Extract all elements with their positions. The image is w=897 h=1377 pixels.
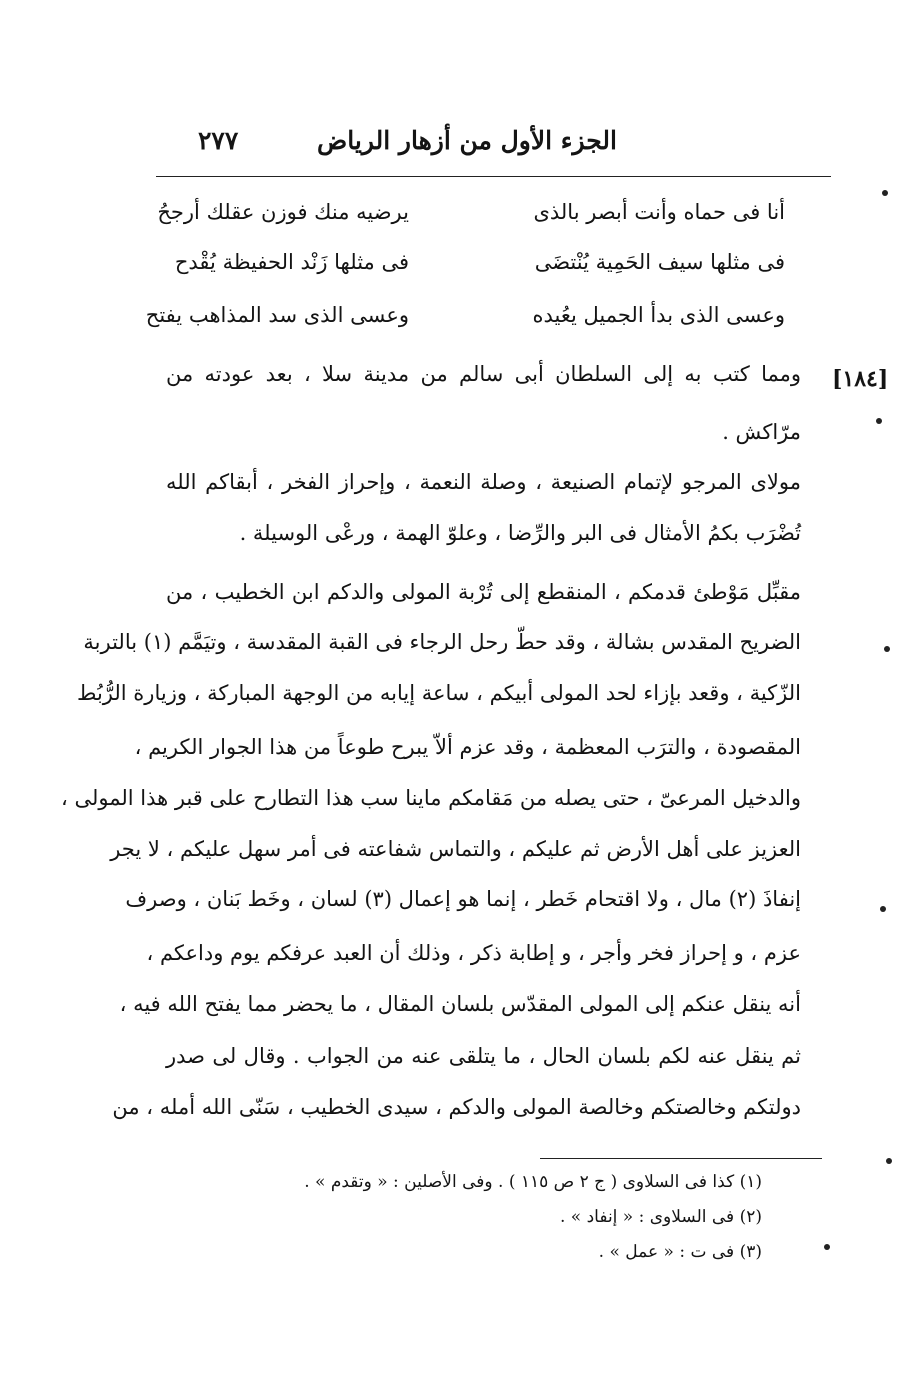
body-line: الضريح المقدس بشالة ، وقد حطّ رحل الرجاء فى القبة المقدسة ، وتيَمَّم (١) بالتربة <box>83 630 801 654</box>
verse-2-first-hemistich: فى مثلها سيف الحَمِية يُنْتضَى <box>534 250 785 274</box>
verse-3-second-hemistich: وعسى الذى سد المذاهب يفتح <box>145 303 409 327</box>
header-rule <box>156 176 831 177</box>
body-line: تُضْرَب بكمُ الأمثال فى البر والرِّضا ، وعلوّ الهمة ، ورعْى الوسيلة . <box>239 521 801 545</box>
body-line: مقبِّل مَوْطئ قدمكم ، المنقطع إلى تُرْبة المولى والدكم ابن الخطيب ، من <box>166 580 801 604</box>
body-line: العزيز على أهل الأرض ثم عليكم ، والتماس شفاعته فى أمر سهل عليكم ، لا يجر <box>110 837 801 861</box>
scan-speck <box>824 1244 830 1250</box>
body-line: الزّكية ، وقعد بإزاء لحد المولى أبيكم ، ساعة إيابه من الوجهة المباركة ، وزيارة الرُّبُط <box>77 681 801 705</box>
body-line: ثم ينقل عنه لكم بلسان الحال ، ما يتلقى عنه من الجواب . وقال لى صدر <box>166 1044 801 1068</box>
margin-section-number: [١٨٤] <box>832 366 889 392</box>
verse-3-first-hemistich: وعسى الذى بدأ الجميل يعُيده <box>532 303 785 327</box>
scan-speck <box>884 646 890 652</box>
verse-1-first-hemistich: أنا فى حماه وأنت أبصر بالذى <box>533 200 785 224</box>
footnote-3: (٣) فى ت : « عمل » . <box>598 1242 762 1262</box>
body-line: أنه ينقل عنكم إلى المولى المقدّس بلسان المقال ، ما يحضر مما يفتح الله فيه ، <box>119 992 801 1016</box>
scan-speck <box>886 1158 892 1164</box>
scan-speck <box>880 906 886 912</box>
scan-speck <box>882 190 888 196</box>
footnote-rule <box>540 1158 822 1159</box>
body-line: مرّاكش . <box>722 420 801 444</box>
verse-1-second-hemistich: يرضيه منك فوزن عقلك أرجحُ <box>157 200 409 224</box>
running-header-title: الجزء الأول من أزهار الرياض <box>317 126 617 155</box>
body-line: والدخيل المرعىّ ، حتى يصله من مَقامكم ماينا سب هذا التطارح على قبر هذا المولى ، <box>61 786 801 810</box>
page-number: ٢٧٧ <box>198 126 239 155</box>
body-line: إنفاذَ (٢) مال ، ولا اقتحام خَطر ، إنما هو إعمال (٣) لسان ، وخَط بَنان ، وصرف <box>125 887 801 911</box>
scan-speck <box>876 418 882 424</box>
body-line: دولتكم وخالصتكم وخالصة المولى والدكم ، سيدى الخطيب ، سَنّى الله أمله ، من <box>112 1095 801 1119</box>
body-line: المقصودة ، والترَب المعظمة ، وقد عزم ألاّ يبرح طوعاً من هذا الجوار الكريم ، <box>134 735 801 759</box>
verse-2-second-hemistich: فى مثلها زَنْد الحفيظة يُقْدح <box>174 250 409 274</box>
body-line: مولاى المرجو لإتمام الصنيعة ، وصلة النعمة ، وإحراز الفخر ، أبقاكم الله <box>166 470 801 494</box>
body-line: ومما كتب به إلى السلطان أبى سالم من مدينة سلا ، بعد عودته من <box>166 362 801 386</box>
footnote-1: (١) كذا فى السلاوى ( ج ٢ ص ١١٥ ) . وفى الأصلين : « وتقدم » . <box>304 1172 762 1192</box>
body-line: عزم ، و إحراز فخر وأجر ، و إطابة ذكر ، وذلك أن العبد عرفكم يوم وداعكم ، <box>146 941 801 965</box>
footnote-2: (٢) فى السلاوى : « إنفاد » . <box>559 1207 762 1227</box>
